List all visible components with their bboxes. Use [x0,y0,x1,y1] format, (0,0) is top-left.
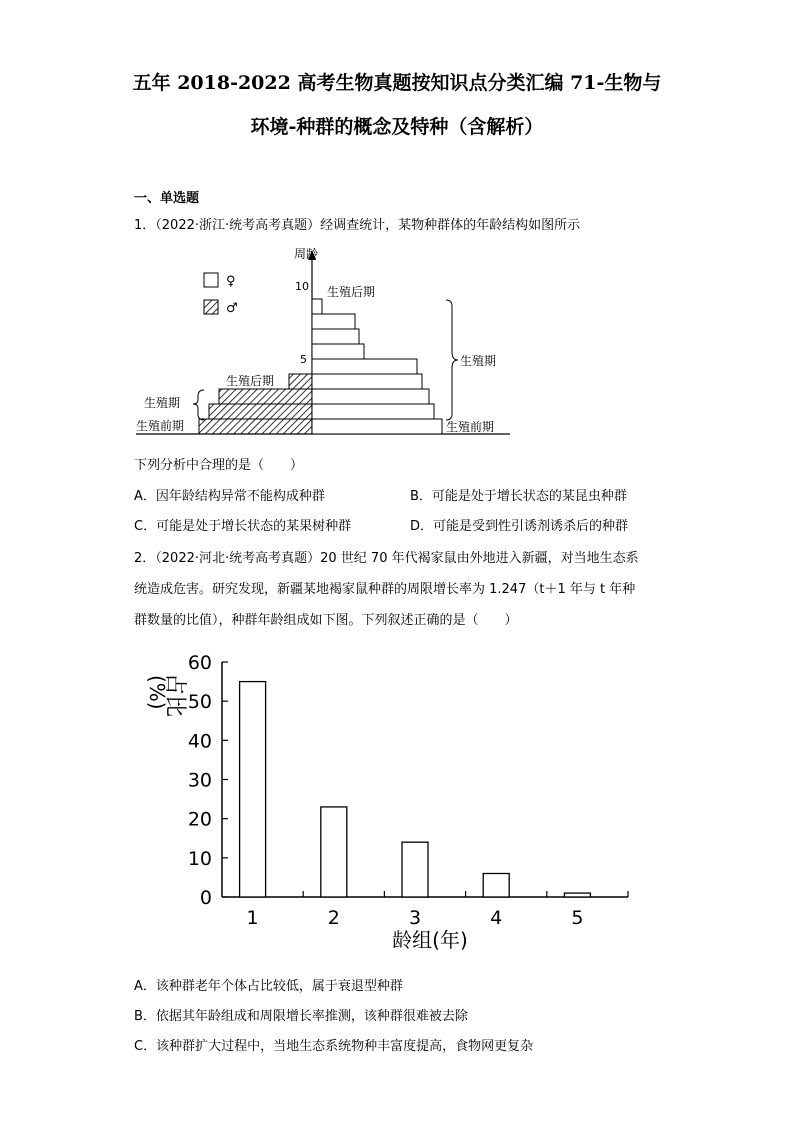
legend-male-symbol: ♂ [226,301,238,316]
legend-male-swatch [204,300,218,314]
chart-bar [483,874,509,898]
chart-y-tick-label: 40 [187,730,212,753]
chart-bar [321,807,347,897]
q2-line1: 2．（2022·河北·统考高考真题）20 世纪 70 年代褐家鼠由外地进入新疆，对当地生态系 [134,551,639,566]
chart-x-tick-label: 2 [327,907,340,929]
chart-x-tick-label: 4 [490,907,503,929]
legend-female-symbol: ♀ [226,274,236,289]
q1-option-b: B．可能是处于增长状态的某昆虫种群 [410,489,627,504]
q2-line3: 群数量的比值），种群年龄组成如下图。下列叙述正确的是（ ） [134,613,518,628]
female-repro-label: 生殖期 [460,354,497,368]
female-age-bar [312,299,322,314]
chart-y-tick-label: 50 [187,691,212,714]
chart-y-tick-label: 60 [187,652,212,674]
doc-title-line1: 五年 2018-2022 高考生物真题按知识点分类汇编 71-生物与 [132,72,662,94]
chart-bar [240,682,266,897]
q2-age-bar-chart [140,645,650,965]
chart-x-tick-label: 1 [246,907,259,929]
female-age-bar [312,419,442,434]
q1-age-pyramid [130,240,530,440]
female-age-bar [312,329,359,344]
q2-line2: 统造成危害。研究发现，新疆某地褐家鼠种群的周限增长率为 1.247（t＋1 年与 t 年种 [134,582,636,597]
male-post-label: 生殖后期 [226,374,275,388]
chart-bar [564,893,590,897]
chart-y-tick-label: 30 [187,769,212,792]
female-age-bar [312,404,434,419]
q1-prompt: 下列分析中合理的是（ ） [134,458,304,473]
legend-female-swatch [204,273,218,287]
female-age-bar [312,374,422,389]
chart-ylabel-unit: (%) [145,675,169,710]
section-heading: 一、单选题 [134,191,200,206]
female-age-bar [312,314,355,329]
q1-tick-5: 5 [300,353,307,366]
q1-y-axis-label: 周龄 [294,247,319,261]
male-repro-brace [193,390,204,420]
q1-stem: 1．（2022·浙江·统考高考真题）经调查统计，某物种群体的年龄结构如图所示 [134,218,581,233]
q1-option-a: A．因年龄结构异常不能构成种群 [134,489,325,504]
q1-tick-10: 10 [295,280,309,293]
female-age-bar [312,344,364,359]
female-repro-brace [446,300,458,420]
male-age-bar [289,374,312,389]
male-age-bar [209,404,312,419]
chart-x-tick-label: 5 [571,907,584,929]
female-age-bar [312,359,417,374]
chart-x-tick-label: 3 [408,907,422,929]
chart-ylabel-main: 占比 [162,673,187,718]
q1-option-c: C．可能是处于增长状态的某果树种群 [134,519,352,534]
chart-y-tick-label: 10 [187,847,212,870]
male-age-bar [219,389,312,404]
male-pre-label: 生殖前期 [136,419,185,433]
male-repro-label: 生殖期 [144,396,181,410]
chart-y-tick-label: 0 [199,887,212,909]
female-pre-label: 生殖前期 [446,420,495,434]
chart-y-tick-label: 20 [187,808,212,831]
chart-xlabel: 龄组(年) [392,928,468,952]
q2-option-a: A．该种群老年个体占比较低，属于衰退型种群 [134,979,403,994]
q1-option-d: D．可能是受到性引诱剂诱杀后的种群 [410,519,629,534]
female-age-bar [312,389,429,404]
q2-option-b: B．依据其年龄组成和周限增长率推测，该种群很难被去除 [134,1009,468,1024]
q2-option-c: C．该种群扩大过程中，当地生态系统物种丰富度提高，食物网更复杂 [134,1039,534,1054]
chart-bar [402,842,428,897]
male-age-bar [199,419,312,434]
female-post-label: 生殖后期 [327,285,376,299]
doc-title-line2: 环境-种群的概念及特种（含解析） [250,116,544,138]
